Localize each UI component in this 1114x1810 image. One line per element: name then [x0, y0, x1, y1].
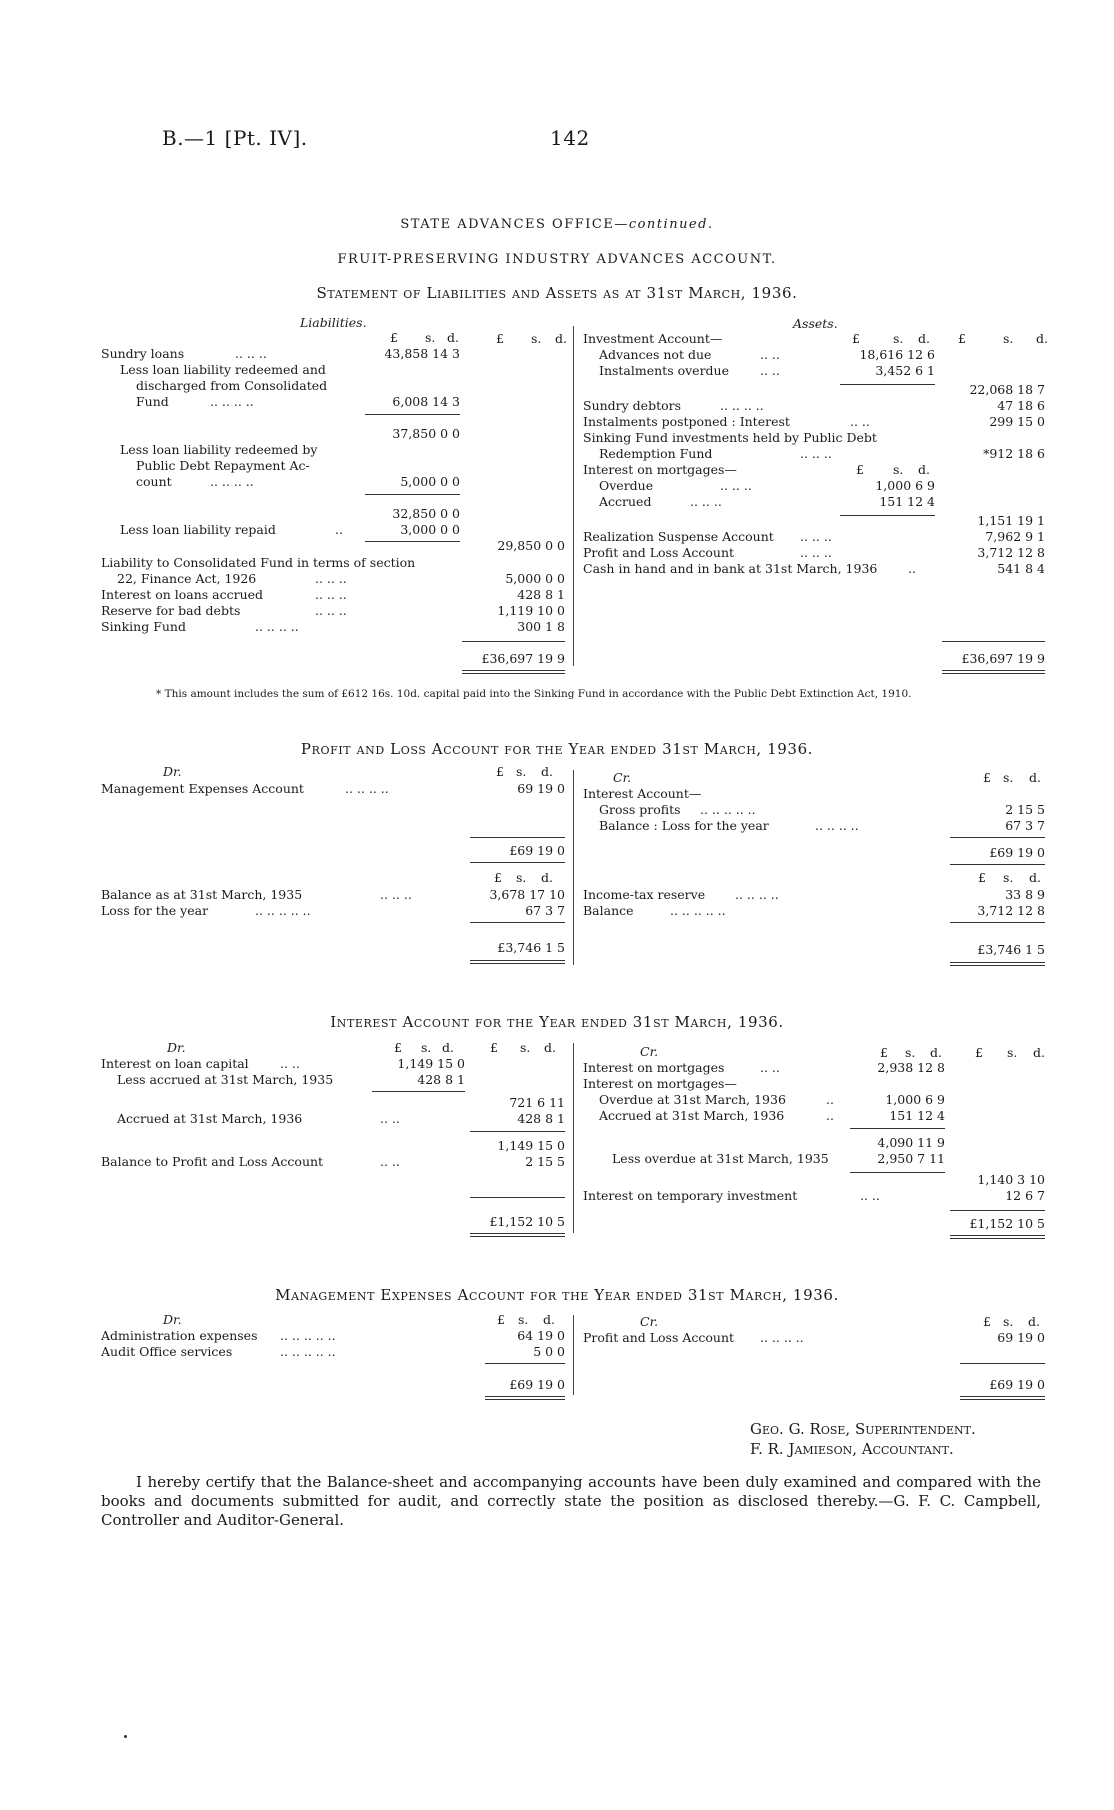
- leader-dots: .. ..: [760, 1060, 780, 1075]
- leader-dots: ..: [335, 522, 343, 537]
- liability-subtotal: 32,850 0 0: [392, 506, 460, 521]
- debit-label: Loss for the year: [101, 903, 209, 918]
- leader-dots: ..: [908, 561, 916, 576]
- signature-accountant: F. R. Jamieson, Accountant.: [750, 1440, 954, 1458]
- liability-label: Fund: [136, 394, 169, 409]
- leader-dots: .. .. ..: [380, 887, 412, 902]
- debit-heading: Dr.: [167, 1040, 186, 1055]
- liability-total-amount: 300 1 8: [517, 619, 565, 634]
- debit-label: Audit Office services: [101, 1344, 233, 1359]
- page-number: 142: [550, 126, 590, 150]
- col-head-shilling: s.: [893, 331, 904, 346]
- liability-label: Less loan liability repaid: [120, 522, 276, 537]
- debit-label: Management Expenses Account: [101, 781, 304, 796]
- credit-amount: 2 15 5: [1005, 802, 1045, 817]
- credit-heading: Cr.: [640, 1314, 659, 1329]
- office-title: [0, 217, 1114, 232]
- leader-dots: .. .. ..: [800, 529, 832, 544]
- credit-total-amount: 12 6 7: [1005, 1188, 1045, 1203]
- leader-dots: .. .. .. ..: [815, 818, 859, 833]
- asset-total-amount: 22,068 18 7: [969, 382, 1045, 397]
- liability-subtotal: 37,850 0 0: [392, 426, 460, 441]
- col-head-pence: d.: [543, 1312, 555, 1327]
- col-head-shilling: s.: [531, 331, 542, 346]
- col-head-pence: d.: [447, 330, 459, 345]
- debit-amount: 69 19 0: [517, 781, 565, 796]
- leader-dots: .. .. .. .. ..: [255, 903, 311, 918]
- credit-amount: 4,090 11 9: [877, 1135, 945, 1150]
- office-title-text: STATE ADVANCES OFFICE—: [400, 217, 629, 232]
- leader-dots: .. ..: [850, 414, 870, 429]
- debit-label: Administration expenses: [101, 1328, 258, 1343]
- debit-label: Interest on loan capital: [101, 1056, 249, 1071]
- asset-label: Instalments postponed : Interest: [583, 414, 790, 429]
- asset-label: Interest on mortgages—: [583, 462, 737, 477]
- asset-total-amount: 3,712 12 8: [977, 545, 1045, 560]
- margin-dot: [124, 1735, 127, 1738]
- liability-amount: 5,000 0 0: [400, 474, 460, 489]
- leader-dots: .. ..: [760, 363, 780, 378]
- leader-dots: .. .. .. .. ..: [280, 1344, 336, 1359]
- credit-total: £69 19 0: [989, 845, 1045, 860]
- liability-label: Interest on loans accrued: [101, 587, 264, 602]
- credit-label: Overdue at 31st March, 1936: [599, 1092, 786, 1107]
- asset-label: Sundry debtors: [583, 398, 682, 413]
- col-head-pence: d.: [1028, 1314, 1040, 1329]
- credit-label: Gross profits: [599, 802, 681, 817]
- credit-total-amount: 1,140 3 10: [977, 1172, 1045, 1187]
- debit-label: Balance as at 31st March, 1935: [101, 887, 303, 902]
- col-head-shilling: s.: [905, 1045, 916, 1060]
- footnote: * This amount includes the sum of £612 16s. 10d. capital paid into the Sinking Fund in accordance with the Public Debt Extinction Act, 1910.: [156, 688, 912, 700]
- liability-amount: 3,000 0 0: [400, 522, 460, 537]
- liability-amount: 43,858 14 3: [384, 346, 460, 361]
- col-head-pound: £: [983, 770, 991, 785]
- credit-label: Interest on mortgages—: [583, 1076, 737, 1091]
- credit-amount: 69 19 0: [997, 1330, 1045, 1345]
- liability-label: discharged from Consolidated: [136, 378, 328, 393]
- office-title-continued: continued.: [628, 217, 714, 232]
- col-head-pence: d.: [442, 1040, 454, 1055]
- leader-dots: .. .. .. ..: [760, 1330, 804, 1345]
- leader-dots: .. .. ..: [690, 494, 722, 509]
- credit-label: Less overdue at 31st March, 1935: [612, 1151, 829, 1166]
- debit-total: £1,152 10 5: [489, 1214, 565, 1229]
- asset-total-amount: 7,962 9 1: [985, 529, 1045, 544]
- interest-account-title: Interest Account for the Year ended 31st March, 1936.: [330, 1013, 784, 1031]
- liability-amount: 6,008 14 3: [392, 394, 460, 409]
- asset-total-amount: 47 18 6: [997, 398, 1045, 413]
- liability-label: 22, Finance Act, 1926: [117, 571, 257, 586]
- debit-heading: Dr.: [163, 764, 182, 779]
- asset-label: Accrued: [599, 494, 652, 509]
- liability-label: Less loan liability redeemed and: [120, 362, 326, 377]
- debit-total: £69 19 0: [509, 843, 565, 858]
- credit-amount: 1,000 6 9: [885, 1092, 945, 1107]
- col-head-pound: £: [490, 1040, 498, 1055]
- debit-amount: 1,149 15 0: [397, 1056, 465, 1071]
- leader-dots: .. ..: [860, 1188, 880, 1203]
- assets-heading: Assets.: [793, 316, 838, 331]
- debit-total-amount: 1,149 15 0: [497, 1138, 565, 1153]
- asset-label: Redemption Fund: [599, 446, 713, 461]
- col-head-pence: d.: [555, 331, 567, 346]
- liability-total-amount: 1,119 10 0: [497, 603, 565, 618]
- col-head-shilling: s.: [520, 1040, 531, 1055]
- leader-dots: .. .. .. .. ..: [700, 802, 756, 817]
- debit-label: Less accrued at 31st March, 1935: [117, 1072, 334, 1087]
- col-head-shilling: s.: [516, 764, 527, 779]
- leader-dots: ..: [826, 1092, 834, 1107]
- liability-total-amount: 428 8 1: [517, 587, 565, 602]
- liability-label: Liability to Consolidated Fund in terms of section: [101, 555, 416, 570]
- col-head-pound: £: [978, 870, 986, 885]
- col-head-pence: d.: [541, 764, 553, 779]
- leader-dots: .. .. .. ..: [210, 474, 254, 489]
- management-expenses-title: Management Expenses Account for the Year ended 31st March, 1936.: [275, 1286, 839, 1304]
- debit-amount: 3,678 17 10: [489, 887, 565, 902]
- col-head-shilling: s.: [425, 330, 436, 345]
- col-head-pound: £: [975, 1045, 983, 1060]
- credit-label: Interest Account—: [583, 786, 702, 801]
- col-head-pence: d.: [918, 462, 930, 477]
- asset-label: Instalments overdue: [599, 363, 729, 378]
- asset-label: Sinking Fund investments held by Public Debt: [583, 430, 877, 445]
- col-head-pence: d.: [1029, 870, 1041, 885]
- audit-certificate: I hereby certify that the Balance-sheet and accompanying accounts have been duly examined and compared with the books and documents submitted for audit, and correctly state the position as disclosed thereby.—G. F. C. Campbell, Controller and Auditor-General.: [101, 1473, 1041, 1529]
- col-head-shilling: s.: [1007, 1045, 1018, 1060]
- asset-amount: 151 12 4: [879, 494, 935, 509]
- debit-label: Accrued at 31st March, 1936: [117, 1111, 303, 1126]
- asset-amount: 3,452 6 1: [875, 363, 935, 378]
- leader-dots: .. .. .. .. ..: [280, 1328, 336, 1343]
- credit-total: £69 19 0: [989, 1377, 1045, 1392]
- col-head-shilling: s.: [1003, 870, 1014, 885]
- asset-total-amount: 299 15 0: [989, 414, 1045, 429]
- debit-amount: 64 19 0: [517, 1328, 565, 1343]
- col-head-shilling: s.: [1003, 770, 1014, 785]
- credit-total: £1,152 10 5: [969, 1216, 1045, 1231]
- balance-sheet-title: Statement of Liabilities and Assets as at 31st March, 1936.: [316, 284, 798, 302]
- credit-amount: 67 3 7: [1005, 818, 1045, 833]
- credit-total: £3,746 1 5: [977, 942, 1045, 957]
- leader-dots: .. .. ..: [800, 446, 832, 461]
- debit-total-amount: 428 8 1: [517, 1111, 565, 1126]
- leader-dots: .. ..: [760, 347, 780, 362]
- liability-label: Less loan liability redeemed by: [120, 442, 318, 457]
- signature-superintendent: Geo. G. Rose, Superintendent.: [750, 1420, 976, 1438]
- leader-dots: .. .. .. ..: [255, 619, 299, 634]
- credit-amount: 2,938 12 8: [877, 1060, 945, 1075]
- leader-dots: .. ..: [280, 1056, 300, 1071]
- debit-amount: 67 3 7: [525, 903, 565, 918]
- col-head-pound: £: [856, 462, 864, 477]
- col-head-shilling: s.: [518, 1312, 529, 1327]
- debit-amount: 428 8 1: [417, 1072, 465, 1087]
- col-head-shilling: s.: [1003, 331, 1014, 346]
- col-head-shilling: s.: [421, 1040, 432, 1055]
- liabilities-heading: Liabilities.: [300, 315, 367, 330]
- col-head-pound: £: [497, 1312, 505, 1327]
- asset-label: Cash in hand and in bank at 31st March, 1936: [583, 561, 878, 576]
- debit-total-amount: 2 15 5: [525, 1154, 565, 1169]
- leader-dots: ..: [826, 1108, 834, 1123]
- leader-dots: .. .. .. ..: [210, 394, 254, 409]
- asset-amount: 18,616 12 6: [859, 347, 935, 362]
- asset-label: Profit and Loss Account: [583, 545, 735, 560]
- credit-amount: 2,950 7 11: [877, 1151, 945, 1166]
- credit-label: Balance: [583, 903, 634, 918]
- credit-label: Income-tax reserve: [583, 887, 706, 902]
- profit-loss-title: Profit and Loss Account for the Year ended 31st March, 1936.: [300, 740, 814, 758]
- col-head-pound: £: [496, 331, 504, 346]
- col-head-shilling: s.: [1003, 1314, 1014, 1329]
- leader-dots: .. .. .. ..: [345, 781, 389, 796]
- leader-dots: .. .. ..: [315, 587, 347, 602]
- liability-label: Sinking Fund: [101, 619, 186, 634]
- debit-heading: Dr.: [163, 1312, 182, 1327]
- col-head-shilling: s.: [893, 462, 904, 477]
- liability-label: Public Debt Repayment Ac-: [136, 458, 310, 473]
- col-head-pence: d.: [918, 331, 930, 346]
- leader-dots: .. ..: [380, 1111, 400, 1126]
- credit-label: Interest on temporary investment: [583, 1188, 798, 1203]
- liability-label: count: [136, 474, 172, 489]
- asset-total-amount: 1,151 19 1: [977, 513, 1045, 528]
- debit-total: £69 19 0: [509, 1377, 565, 1392]
- col-head-pence: d.: [930, 1045, 942, 1060]
- asset-amount: 1,000 6 9: [875, 478, 935, 493]
- liability-label: Reserve for bad debts: [101, 603, 241, 618]
- leader-dots: .. ..: [380, 1154, 400, 1169]
- assets-grand-total: £36,697 19 9: [961, 651, 1045, 666]
- asset-total-amount: 541 8 4: [997, 561, 1045, 576]
- debit-label: Balance to Profit and Loss Account: [101, 1154, 324, 1169]
- liability-total-amount: 29,850 0 0: [497, 538, 565, 553]
- account-title: FRUIT-PRESERVING INDUSTRY ADVANCES ACCOUNT.: [337, 252, 777, 267]
- credit-amount: 33 8 9: [1005, 887, 1045, 902]
- debit-total: £3,746 1 5: [497, 940, 565, 955]
- asset-label: Overdue: [599, 478, 654, 493]
- leader-dots: .. .. .. ..: [735, 887, 779, 902]
- col-head-pence: d.: [1029, 770, 1041, 785]
- col-head-pound: £: [958, 331, 966, 346]
- credit-amount: 151 12 4: [889, 1108, 945, 1123]
- leader-dots: .. .. ..: [235, 346, 267, 361]
- credit-heading: Cr.: [613, 770, 632, 785]
- col-head-pound: £: [496, 764, 504, 779]
- leader-dots: .. .. .. ..: [720, 398, 764, 413]
- col-head-pence: d.: [544, 1040, 556, 1055]
- credit-heading: Cr.: [640, 1044, 659, 1059]
- credit-label: Balance : Loss for the year: [599, 818, 769, 833]
- debit-total-amount: 721 6 11: [509, 1095, 565, 1110]
- liability-label: Sundry loans: [101, 346, 185, 361]
- leader-dots: .. .. ..: [800, 545, 832, 560]
- asset-total-amount: *912 18 6: [983, 446, 1045, 461]
- credit-label: Interest on mortgages: [583, 1060, 725, 1075]
- col-head-pence: d.: [1036, 331, 1048, 346]
- asset-label: Investment Account—: [583, 331, 723, 346]
- col-head-pence: d.: [541, 870, 553, 885]
- liabilities-grand-total: £36,697 19 9: [481, 651, 565, 666]
- leader-dots: .. .. ..: [720, 478, 752, 493]
- credit-label: Accrued at 31st March, 1936: [599, 1108, 785, 1123]
- col-head-pound: £: [880, 1045, 888, 1060]
- liability-total-amount: 5,000 0 0: [505, 571, 565, 586]
- asset-label: Realization Suspense Account: [583, 529, 774, 544]
- credit-amount: 3,712 12 8: [977, 903, 1045, 918]
- col-head-pound: £: [852, 331, 860, 346]
- leader-dots: .. .. ..: [315, 571, 347, 586]
- report-reference: B.—1 [Pt. IV].: [162, 126, 308, 150]
- col-head-pound: £: [390, 330, 398, 345]
- col-head-pound: £: [394, 1040, 402, 1055]
- col-head-shilling: s.: [516, 870, 527, 885]
- col-head-pound: £: [983, 1314, 991, 1329]
- leader-dots: .. .. ..: [315, 603, 347, 618]
- debit-amount: 5 0 0: [533, 1344, 565, 1359]
- col-head-pence: d.: [1033, 1045, 1045, 1060]
- leader-dots: .. .. .. .. ..: [670, 903, 726, 918]
- credit-label: Profit and Loss Account: [583, 1330, 735, 1345]
- asset-label: Advances not due: [599, 347, 712, 362]
- col-head-pound: £: [494, 870, 502, 885]
